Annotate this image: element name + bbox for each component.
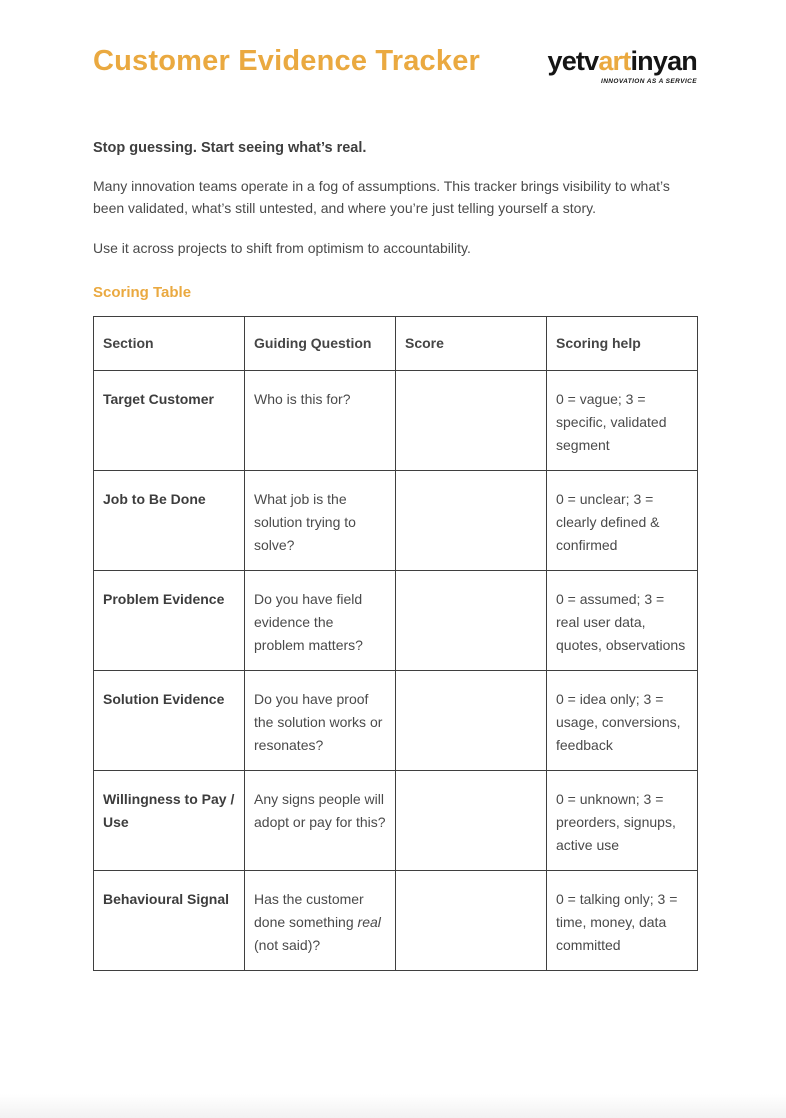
cell-section: Solution Evidence — [94, 670, 245, 770]
cell-scoring-help: 0 = vague; 3 = specific, validated segment — [547, 370, 698, 470]
scoring-table — [93, 316, 698, 971]
intro-paragraph-2: Use it across projects to shift from optimism to accountability. — [93, 240, 471, 256]
logo-tagline: INNOVATION AS A SERVICE — [601, 78, 697, 85]
page-bottom-shadow — [0, 1094, 786, 1118]
cell-guiding-question — [245, 870, 396, 970]
cell-scoring-help: 0 = unclear; 3 = clearly defined & confirmed — [547, 470, 698, 570]
cell-score — [396, 570, 547, 670]
scoring-table-body — [94, 370, 698, 970]
cell-section: Target Customer — [94, 370, 245, 470]
cell-section: Behavioural Signal — [94, 870, 245, 970]
intro-heading: Stop guessing. Start seeing what’s real. — [93, 140, 367, 156]
question-emphasis: real — [357, 913, 381, 930]
cell-score — [396, 870, 547, 970]
table-row — [94, 770, 698, 870]
cell-scoring-help: 0 = talking only; 3 = time, money, data committed — [547, 870, 698, 970]
question-text: Who is this for? — [254, 390, 351, 407]
cell-guiding-question — [245, 570, 396, 670]
cell-guiding-question — [245, 670, 396, 770]
question-text: Do you have proof the solution works or resonates? — [254, 690, 383, 753]
question-text: Do you have field evidence the problem matters? — [254, 590, 363, 653]
cell-score — [396, 470, 547, 570]
brand-logo — [548, 46, 698, 85]
table-row — [94, 670, 698, 770]
cell-guiding-question — [245, 770, 396, 870]
scoring-table-head — [94, 316, 698, 370]
cell-scoring-help: 0 = idea only; 3 = usage, conversions, feedback — [547, 670, 698, 770]
cell-score — [396, 770, 547, 870]
table-row — [94, 870, 698, 970]
cell-score — [396, 670, 547, 770]
table-row — [94, 470, 698, 570]
logo-part-2: art — [598, 46, 631, 76]
header-row — [94, 316, 698, 370]
cell-guiding-question — [245, 470, 396, 570]
cell-section: Problem Evidence — [94, 570, 245, 670]
table-row — [94, 370, 698, 470]
document-header — [93, 46, 697, 85]
question-text: Any signs people will adopt or pay for this? — [254, 790, 386, 830]
intro-paragraph-1: Many innovation teams operate in a fog of assumptions. This tracker brings visibility to what’s been validated, what’s still untested, and where you’re just telling yourself a story. — [93, 178, 670, 216]
cell-guiding-question — [245, 370, 396, 470]
question-text: Has the customer done something — [254, 890, 364, 930]
cell-score — [396, 370, 547, 470]
table-row — [94, 570, 698, 670]
column-header-3: Scoring help — [547, 316, 698, 370]
logo-part-1: yetv — [547, 46, 599, 76]
cell-section: Willingness to Pay / Use — [94, 770, 245, 870]
scoring-table-heading: Scoring Table — [93, 283, 192, 301]
column-header-0: Section — [94, 316, 245, 370]
question-text: What job is the solution trying to solve? — [254, 490, 356, 553]
question-text: (not said)? — [254, 936, 321, 953]
column-header-1: Guiding Question — [245, 316, 396, 370]
cell-section: Job to Be Done — [94, 470, 245, 570]
column-header-2: Score — [396, 316, 547, 370]
cell-scoring-help: 0 = unknown; 3 = preorders, signups, active use — [547, 770, 698, 870]
page-title: Customer Evidence Tracker — [93, 45, 481, 77]
logo-part-3: inyan — [630, 46, 697, 76]
cell-scoring-help: 0 = assumed; 3 = real user data, quotes, observations — [547, 570, 698, 670]
logo-wordmark — [548, 48, 698, 75]
